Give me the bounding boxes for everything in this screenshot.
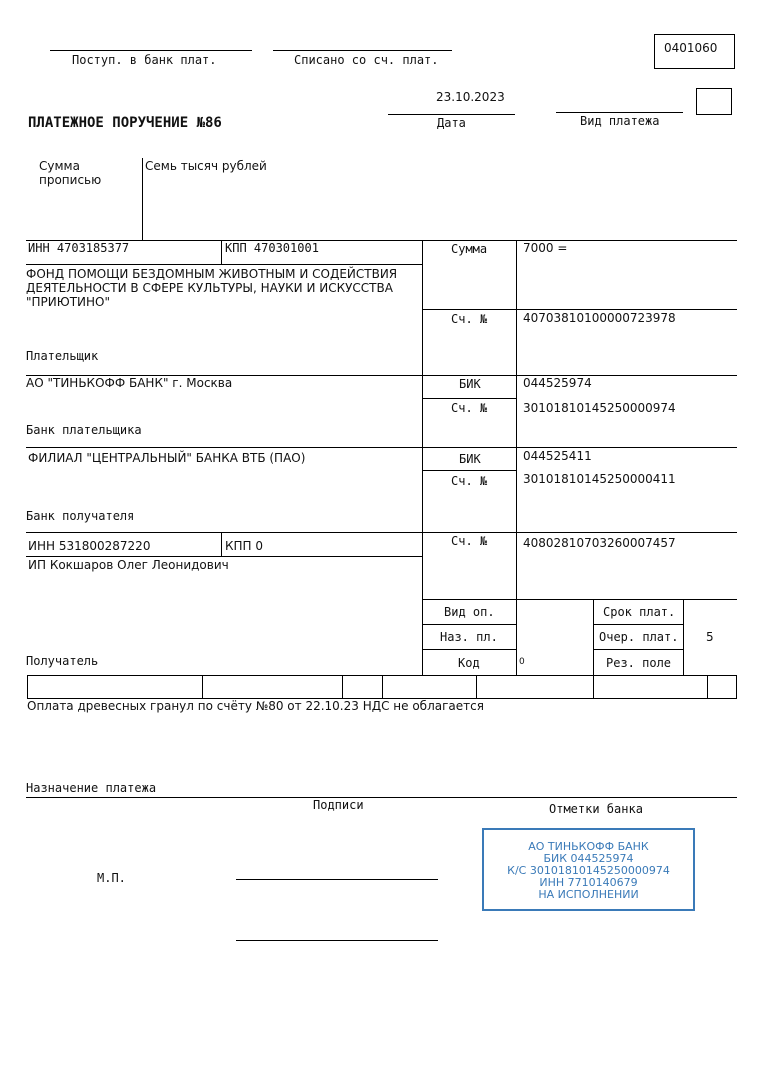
tax-field-divider bbox=[382, 675, 383, 699]
form-code-box bbox=[654, 34, 735, 69]
grid-line bbox=[683, 599, 684, 675]
order-label: Очер. плат. bbox=[599, 630, 679, 644]
payee-bank-account-label: Сч. № bbox=[451, 474, 488, 488]
tax-field-divider bbox=[342, 675, 343, 699]
reserve-label: Рез. поле bbox=[606, 656, 672, 670]
grid-line bbox=[516, 240, 517, 675]
grid-line bbox=[221, 240, 222, 264]
grid-line bbox=[26, 240, 737, 241]
payee-account-label: Сч. № bbox=[451, 534, 488, 548]
tax-field-divider bbox=[593, 675, 594, 699]
document-title: ПЛАТЕЖНОЕ ПОРУЧЕНИЕ №86 bbox=[28, 115, 222, 131]
payer-bank-bik: 044525974 bbox=[523, 376, 592, 390]
stamp-line-3: К/С 30101810145250000974 bbox=[507, 864, 670, 877]
payee-bank-name: ФИЛИАЛ "ЦЕНТРАЛЬНЫЙ" БАНКА ВТБ (ПАО) bbox=[28, 451, 306, 465]
payer-bank-account: 30101810145250000974 bbox=[523, 401, 676, 415]
payer-kpp: КПП 470301001 bbox=[225, 241, 319, 255]
code-value: 0 bbox=[519, 657, 525, 667]
amount-label: Сумма bbox=[451, 242, 488, 256]
purpose-code-label: Наз. пл. bbox=[440, 630, 498, 644]
code-label: Код bbox=[458, 656, 480, 670]
purpose-line bbox=[26, 797, 737, 798]
payee-kpp: КПП 0 bbox=[225, 539, 264, 553]
payee-name: ИП Кокшаров Олег Леонидович bbox=[28, 558, 229, 572]
bank-marks-label: Отметки банка bbox=[549, 802, 643, 816]
grid-line bbox=[422, 624, 516, 625]
debited-date-line bbox=[273, 50, 452, 51]
payer-bank-name: АО "ТИНЬКОФФ БАНК" г. Москва bbox=[26, 376, 233, 390]
payee-bank-account: 30101810145250000411 bbox=[523, 472, 676, 486]
grid-line bbox=[26, 264, 422, 265]
payee-bank-bik: 044525411 bbox=[523, 449, 592, 463]
grid-line bbox=[26, 447, 737, 448]
payer-account: 40703810100000723978 bbox=[523, 311, 676, 325]
payee-bank-bik-label: БИК bbox=[459, 452, 481, 466]
payer-name-line-3: "ПРИЮТИНО" bbox=[26, 295, 111, 309]
stamp-line-1: АО ТИНЬКОФФ БАНК bbox=[528, 840, 649, 853]
date-line bbox=[388, 114, 515, 115]
signatures-label: Подписи bbox=[313, 798, 364, 812]
grid-line bbox=[422, 470, 516, 471]
grid-line bbox=[221, 532, 222, 556]
payment-purpose-label: Назначение платежа bbox=[26, 781, 157, 795]
payer-account-label: Сч. № bbox=[451, 312, 488, 326]
debited-label: Списано со сч. плат. bbox=[294, 53, 439, 67]
amount-value: 7000 = bbox=[523, 241, 568, 255]
received-label: Поступ. в банк плат. bbox=[72, 53, 217, 67]
payment-purpose: Оплата древесных гранул по счёту №80 от 22.10.23 НДС не облагается bbox=[27, 699, 484, 713]
payment-date: 23.10.2023 bbox=[436, 90, 505, 104]
payer-bank-bik-label: БИК bbox=[459, 377, 481, 391]
form-code: 0401060 bbox=[664, 41, 718, 55]
tax-field-divider bbox=[476, 675, 477, 699]
stamp-place-label: М.П. bbox=[97, 871, 126, 885]
payee-bank-label: Банк получателя bbox=[26, 509, 135, 523]
signature-line-1 bbox=[236, 879, 438, 880]
grid-line bbox=[422, 649, 516, 650]
grid-line bbox=[422, 309, 737, 310]
payer-name-line-2: ДЕЯТЕЛЬНОСТИ В СФЕРЕ КУЛЬТУРЫ, НАУКИ И ИСКУССТВА bbox=[26, 281, 393, 295]
payee-inn: ИНН 531800287220 bbox=[28, 539, 151, 553]
date-label: Дата bbox=[437, 116, 466, 130]
order-value: 5 bbox=[706, 630, 714, 644]
stamp-line-2: БИК 044525974 bbox=[543, 852, 634, 865]
payer-label: Плательщик bbox=[26, 349, 99, 363]
payer-bank-account-label: Сч. № bbox=[451, 401, 488, 415]
stamp-line-5: НА ИСПОЛНЕНИИ bbox=[538, 888, 639, 901]
grid-line bbox=[422, 599, 737, 600]
payment-type-box bbox=[696, 88, 732, 115]
payment-type-label: Вид платежа bbox=[580, 114, 660, 128]
stamp-line-4: ИНН 7710140679 bbox=[539, 876, 638, 889]
grid-line bbox=[26, 532, 737, 533]
signature-line-2 bbox=[236, 940, 438, 941]
tax-field-divider bbox=[707, 675, 708, 699]
grid-line bbox=[593, 649, 683, 650]
payer-inn: ИНН 4703185377 bbox=[28, 241, 130, 255]
received-date-line bbox=[50, 50, 252, 51]
payee-account: 40802810703260007457 bbox=[523, 536, 676, 550]
amount-words-label-2: прописью bbox=[39, 173, 102, 187]
grid-line bbox=[422, 398, 516, 399]
amount-words: Семь тысяч рублей bbox=[145, 159, 267, 173]
bank-stamp bbox=[482, 828, 695, 911]
grid-line bbox=[593, 624, 683, 625]
payer-name-line-1: ФОНД ПОМОЩИ БЕЗДОМНЫМ ЖИВОТНЫМ И СОДЕЙСТВИЯ bbox=[26, 267, 398, 281]
grid-line bbox=[593, 599, 594, 675]
payment-type-line bbox=[556, 112, 683, 113]
op-type-label: Вид оп. bbox=[444, 605, 495, 619]
payee-label: Получатель bbox=[26, 654, 99, 668]
amount-words-divider bbox=[142, 158, 143, 240]
payer-bank-label: Банк плательщика bbox=[26, 423, 142, 437]
grid-line bbox=[26, 556, 422, 557]
tax-field-divider bbox=[202, 675, 203, 699]
grid-line bbox=[422, 240, 423, 675]
term-label: Срок плат. bbox=[603, 605, 676, 619]
amount-words-label-1: Сумма bbox=[39, 159, 80, 173]
